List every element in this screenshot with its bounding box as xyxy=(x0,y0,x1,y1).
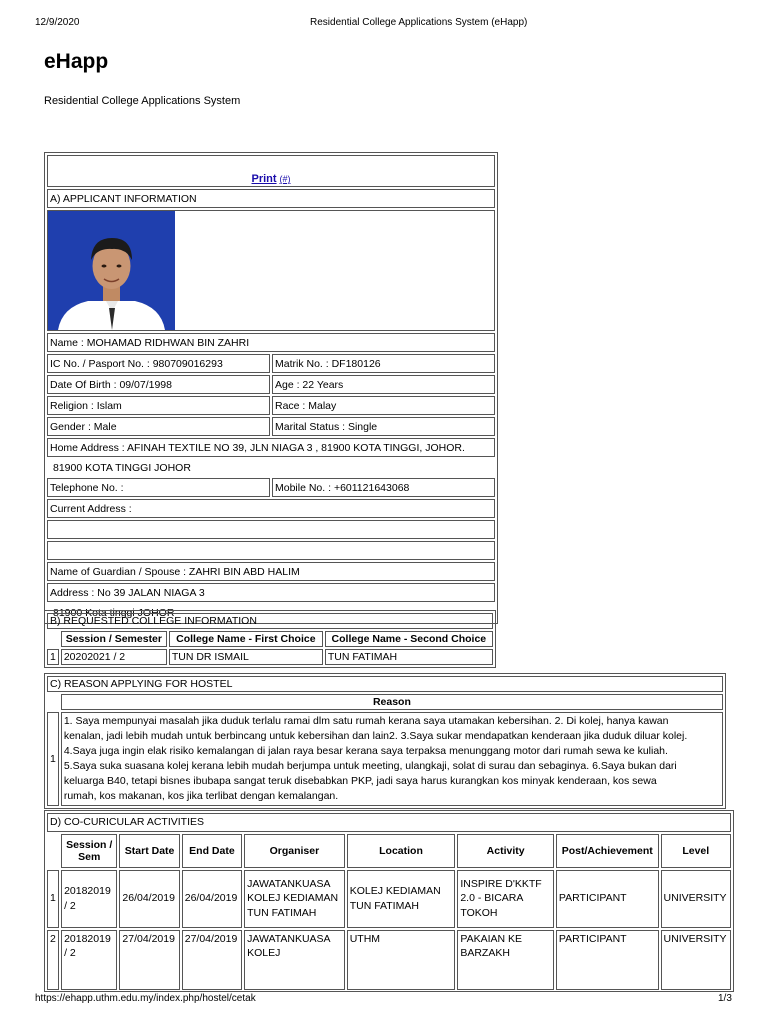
col-blank xyxy=(47,631,59,647)
reason-table xyxy=(44,673,726,809)
level-value: UNIVERSITY xyxy=(661,870,731,928)
level-value: UNIVERSITY xyxy=(661,930,731,990)
matrik-number: Matrik No. : DF180126 xyxy=(272,354,495,373)
section-b-title: B) REQUESTED COLLEGE INFORMATION xyxy=(47,613,493,629)
organiser-value: JAWATANKUASA KOLEJ xyxy=(244,930,345,990)
location-value: UTHM xyxy=(347,930,456,990)
start-date-value: 26/04/2019 xyxy=(119,870,179,928)
current-address: Current Address : xyxy=(47,499,495,518)
current-address-line3 xyxy=(47,541,495,560)
reason-line: 5.Saya suka suasana kolej kerana lebih mudah berjumpa untuk meeting, ulangkaji, solat di surau dan sebaginya. 6.Saya bukan dari xyxy=(63,760,677,772)
end-date-value: 26/04/2019 xyxy=(182,870,242,928)
section-d-title: D) CO-CURICULAR ACTIVITIES xyxy=(47,813,731,832)
applicant-table xyxy=(44,152,498,624)
session-value: 20182019 / 2 xyxy=(61,930,117,990)
home-address-line2: 81900 KOTA TINGGI JOHOR xyxy=(53,461,191,474)
reason-line: 4.Saya juga ingin elak risiko kemalangan di jalan raya besar kerana saya terpaksa menunggang motor dari rumah sewa ke kuliah. xyxy=(63,745,668,757)
col-blank xyxy=(47,694,59,710)
col-reason: Reason xyxy=(61,694,723,710)
col-post: Post/Achievement xyxy=(556,834,659,868)
table-row xyxy=(47,930,731,990)
print-title: Residential College Applications System (eHapp) xyxy=(310,17,528,28)
section-c-title: C) REASON APPLYING FOR HOSTEL xyxy=(47,676,723,692)
session-value: 20182019 / 2 xyxy=(61,870,117,928)
row-number: 2 xyxy=(47,930,59,990)
mobile-number: Mobile No. : +601121643068 xyxy=(272,478,495,497)
post-value: PARTICIPANT xyxy=(556,870,659,928)
guardian-name: Name of Guardian / Spouse : ZAHRI BIN ABD HALIM xyxy=(47,562,495,581)
marital-status: Marital Status : Single xyxy=(272,417,495,436)
row-number: 1 xyxy=(47,649,59,665)
reason-line: 1. Saya mempunyai masalah jika duduk terlalu ramai dlm satu rumah kerana saya utamakan kebersihan. 2. Di kolej, hanya kawan xyxy=(63,715,669,727)
col-organiser: Organiser xyxy=(244,834,345,868)
activity-value: PAKAIAN KE BARZAKH xyxy=(457,930,554,990)
section-a-title: A) APPLICANT INFORMATION xyxy=(47,189,495,208)
system-subtitle: Residential College Applications System xyxy=(44,95,241,107)
col-second-choice: College Name - Second Choice xyxy=(325,631,493,647)
applicant-name: Name : MOHAMAD RIDHWAN BIN ZAHRI xyxy=(47,333,495,352)
col-location: Location xyxy=(347,834,456,868)
col-end-date: End Date xyxy=(182,834,242,868)
guardian-address: Address : No 39 JALAN NIAGA 3 xyxy=(47,583,495,602)
row-number: 1 xyxy=(47,712,59,806)
reason-line: rumah, kos makanan, kos jika terlibat dengan kemalangan. xyxy=(63,790,339,802)
print-url: https://ehapp.uthm.edu.my/index.php/hostel/cetak xyxy=(35,993,256,1004)
reason-line: kenalan, jadi lebih mudah untuk berbincang untuk kebersihan dan lain2. 3.Saya sukar mendapatkan kenderaan jika duduk diluar kolej. xyxy=(63,730,688,742)
gender: Gender : Male xyxy=(47,417,270,436)
print-link[interactable]: Print xyxy=(251,173,277,185)
first-choice-value: TUN DR ISMAIL xyxy=(169,649,323,665)
telephone-number: Telephone No. : xyxy=(47,478,270,497)
date-of-birth: Date Of Birth : 09/07/1998 xyxy=(47,375,270,394)
print-cell xyxy=(47,155,495,187)
applicant-photo xyxy=(48,211,175,330)
col-first-choice: College Name - First Choice xyxy=(169,631,323,647)
religion: Religion : Islam xyxy=(47,396,270,415)
brand-title: eHapp xyxy=(44,50,109,73)
session-value: 20202021 / 2 xyxy=(61,649,167,665)
cocurricular-table xyxy=(45,811,733,992)
col-session: Session / Semester xyxy=(61,631,167,647)
col-start-date: Start Date xyxy=(119,834,179,868)
organiser-value: JAWATANKUASA KOLEJ KEDIAMAN TUN FATIMAH xyxy=(244,870,345,928)
post-value: PARTICIPANT xyxy=(556,930,659,990)
current-address-line2 xyxy=(47,520,495,539)
college-table xyxy=(44,610,496,668)
ic-number: IC No. / Pasport No. : 980709016293 xyxy=(47,354,270,373)
reason-text xyxy=(61,712,723,806)
start-date-value: 27/04/2019 xyxy=(119,930,179,990)
table-row xyxy=(47,712,723,806)
activity-value: INSPIRE D'KKTF 2.0 - BICARA TOKOH xyxy=(457,870,554,928)
row-number: 1 xyxy=(47,870,59,928)
table-row xyxy=(47,870,731,928)
race: Race : Malay xyxy=(272,396,495,415)
cocurricular-section xyxy=(44,810,734,992)
print-date: 12/9/2020 xyxy=(35,17,80,28)
photo-cell xyxy=(47,210,495,331)
age: Age : 22 Years xyxy=(272,375,495,394)
col-activity: Activity xyxy=(457,834,554,868)
col-level: Level xyxy=(661,834,731,868)
page-number: 1/3 xyxy=(718,993,732,1004)
end-date-value: 27/04/2019 xyxy=(182,930,242,990)
home-address: Home Address : AFINAH TEXTILE NO 39, JLN NIAGA 3 , 81900 KOTA TINGGI, JOHOR. xyxy=(47,438,495,457)
location-value: KOLEJ KEDIAMAN TUN FATIMAH xyxy=(347,870,456,928)
print-hash[interactable]: (#) xyxy=(279,174,291,184)
table-row xyxy=(47,649,493,665)
col-session: Session / Sem xyxy=(61,834,117,868)
reason-line: keluarga B40, tetapi bisnes ibubapa sangat teruk disebabkan PKP, jadi saya harus kurangkan kos minyak kenderaan, kos sewa xyxy=(63,775,657,787)
guardian-address-line2: 81900 Kota tinggi JOHOR xyxy=(53,606,175,619)
col-blank xyxy=(47,834,59,868)
second-choice-value: TUN FATIMAH xyxy=(325,649,493,665)
